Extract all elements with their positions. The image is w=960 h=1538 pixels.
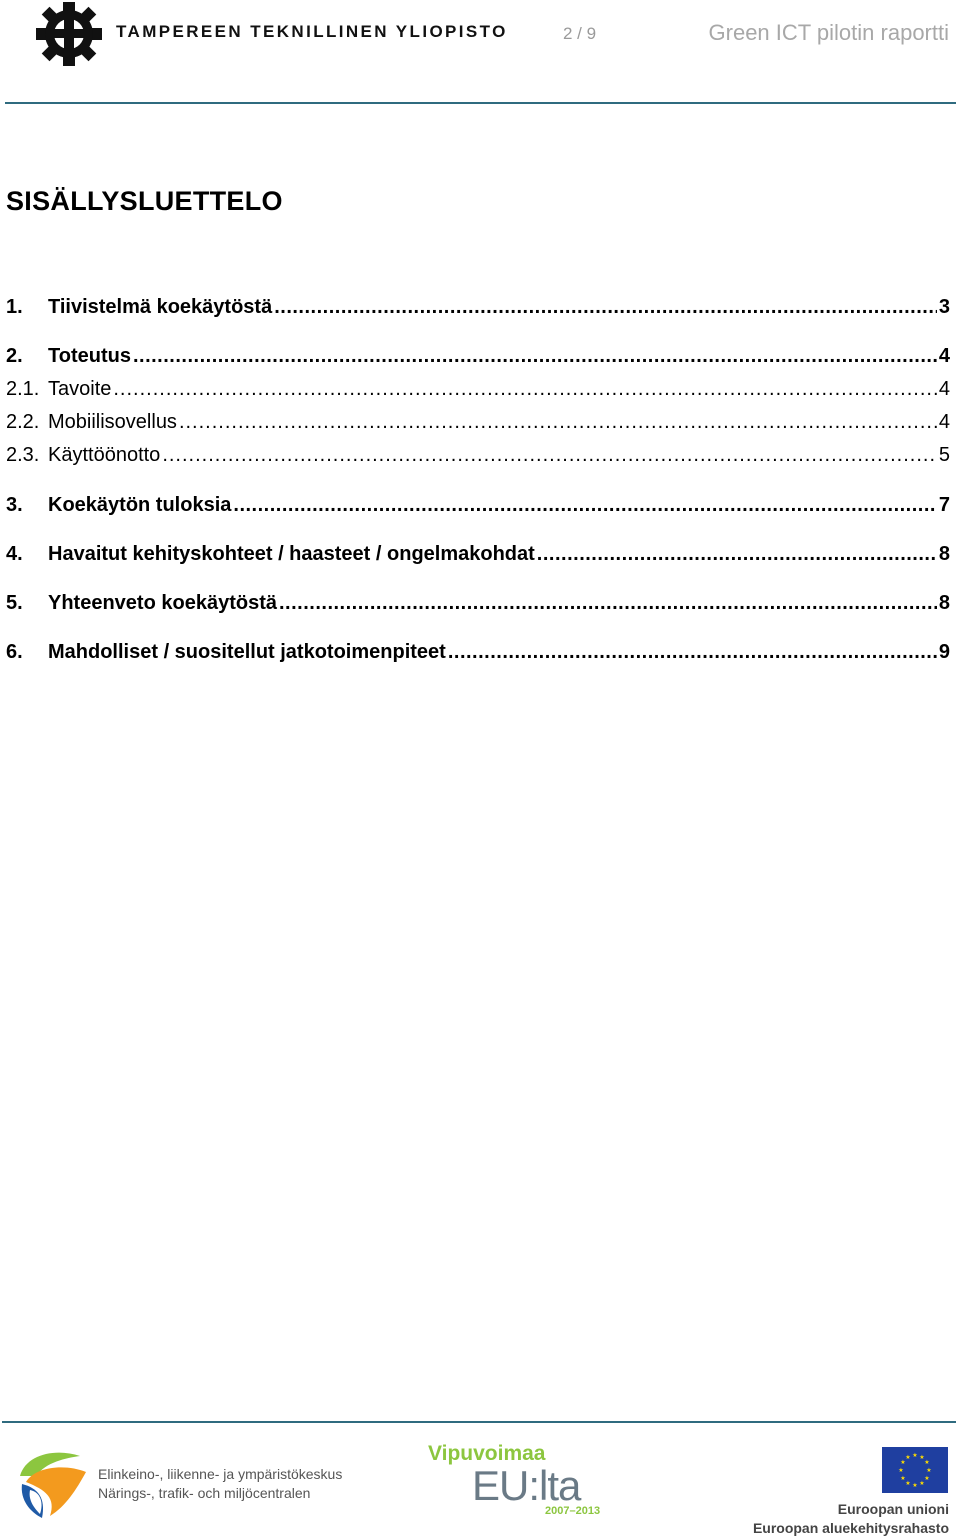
toc-leader-dots xyxy=(448,641,937,664)
toc-entry[interactable] xyxy=(6,641,950,667)
footer-divider xyxy=(2,1421,956,1423)
toc-leader-dots xyxy=(113,378,937,401)
svg-text:★: ★ xyxy=(924,1459,930,1466)
toc-entry[interactable] xyxy=(6,444,950,470)
svg-text:★: ★ xyxy=(905,1454,911,1461)
toc-entry-number: 5. xyxy=(6,592,23,614)
toc-entry[interactable] xyxy=(6,411,950,437)
toc-leader-dots xyxy=(179,411,937,434)
university-logo xyxy=(36,2,506,68)
eu-fund-name xyxy=(753,1500,949,1538)
ely-centre-logo-icon xyxy=(16,1446,88,1520)
toc-leader-dots xyxy=(162,444,937,467)
toc-leader-dots xyxy=(279,592,937,615)
toc-entry[interactable] xyxy=(6,543,950,569)
svg-text:★: ★ xyxy=(898,1467,904,1474)
eulta-text: EU:lta xyxy=(472,1462,581,1509)
toc-entry-page: 8 xyxy=(938,543,950,565)
toc-entry-title: Toteutus xyxy=(48,345,131,367)
toc-entry-page: 9 xyxy=(938,641,950,663)
toc-entry-page: 4 xyxy=(938,378,950,400)
ely-centre-name xyxy=(98,1465,342,1503)
toc-entry-title: Tiivistelmä koekäytöstä xyxy=(48,296,273,318)
toc-entry-number: 2.2. xyxy=(6,411,40,433)
svg-text:★: ★ xyxy=(912,1482,918,1489)
toc-entry-page: 5 xyxy=(938,444,950,466)
toc-entry-number: 1. xyxy=(6,296,23,318)
eu-union-label: Euroopan unioni xyxy=(837,1501,949,1517)
toc-entry[interactable] xyxy=(6,378,950,404)
svg-text:★: ★ xyxy=(919,1454,925,1461)
toc-entry[interactable] xyxy=(6,494,950,520)
toc-leader-dots xyxy=(274,296,937,319)
programme-years: 2007–2013 xyxy=(545,1505,601,1517)
toc-entry[interactable] xyxy=(6,345,950,371)
vipuvoimaa-title: Vipuvoimaa xyxy=(428,1442,546,1465)
toc-leader-dots xyxy=(133,345,937,368)
toc-entry-number: 2.1. xyxy=(6,378,40,400)
svg-text:★: ★ xyxy=(926,1467,932,1474)
toc-entry-title: Mahdolliset / suositellut jatkotoimenpiteet xyxy=(48,641,446,663)
gear-logo-icon xyxy=(36,2,102,66)
toc-entry[interactable] xyxy=(6,592,950,618)
toc-entry-number: 2.3. xyxy=(6,444,40,466)
eu-fund-label: Euroopan aluekehitysrahasto xyxy=(752,1520,949,1536)
svg-text:★: ★ xyxy=(924,1475,930,1482)
toc-entry-number: 2. xyxy=(6,345,23,367)
toc-entry-title: Havaitut kehityskohteet / haasteet / ongelmakohdat xyxy=(48,543,535,565)
svg-text:★: ★ xyxy=(900,1475,906,1482)
document-title: Green ICT pilotin raportti xyxy=(708,20,949,45)
university-name: TAMPEREEN TEKNILLINEN YLIOPISTO xyxy=(116,22,508,41)
svg-text:★: ★ xyxy=(912,1452,918,1459)
toc-entry-title: Mobiilisovellus xyxy=(48,411,177,433)
toc-entry-number: 6. xyxy=(6,641,23,663)
toc-leader-dots xyxy=(233,494,936,517)
toc-heading: SISÄLLYSLUETTELO xyxy=(6,186,283,216)
ely-name-swedish: Närings-, trafik- och miljöcentralen xyxy=(98,1485,311,1501)
toc-entry[interactable] xyxy=(6,296,950,322)
toc-entry-title: Koekäytön tuloksia xyxy=(48,494,232,516)
toc-entry-title: Käyttöönotto xyxy=(48,444,161,466)
toc-entry-number: 3. xyxy=(6,494,23,516)
toc-entry-page: 4 xyxy=(938,411,950,433)
toc-entry-number: 4. xyxy=(6,543,23,565)
toc-entry-page: 7 xyxy=(938,494,950,516)
toc-entry-page: 4 xyxy=(938,345,950,367)
toc-entry-title: Yhteenveto koekäytöstä xyxy=(48,592,277,614)
page-indicator: 2 / 9 xyxy=(563,24,597,43)
ely-name-finnish: Elinkeino-, liikenne- ja ympäristökeskus xyxy=(98,1466,343,1482)
svg-text:★: ★ xyxy=(900,1459,906,1466)
header-divider xyxy=(5,102,956,104)
toc-entry-title: Tavoite xyxy=(48,378,112,400)
svg-text:★: ★ xyxy=(919,1480,925,1487)
toc-entry-page: 3 xyxy=(938,296,950,318)
toc-leader-dots xyxy=(537,543,937,566)
eu-flag-icon xyxy=(882,1447,948,1493)
svg-text:★: ★ xyxy=(905,1480,911,1487)
toc-entry-page: 8 xyxy=(938,592,950,614)
